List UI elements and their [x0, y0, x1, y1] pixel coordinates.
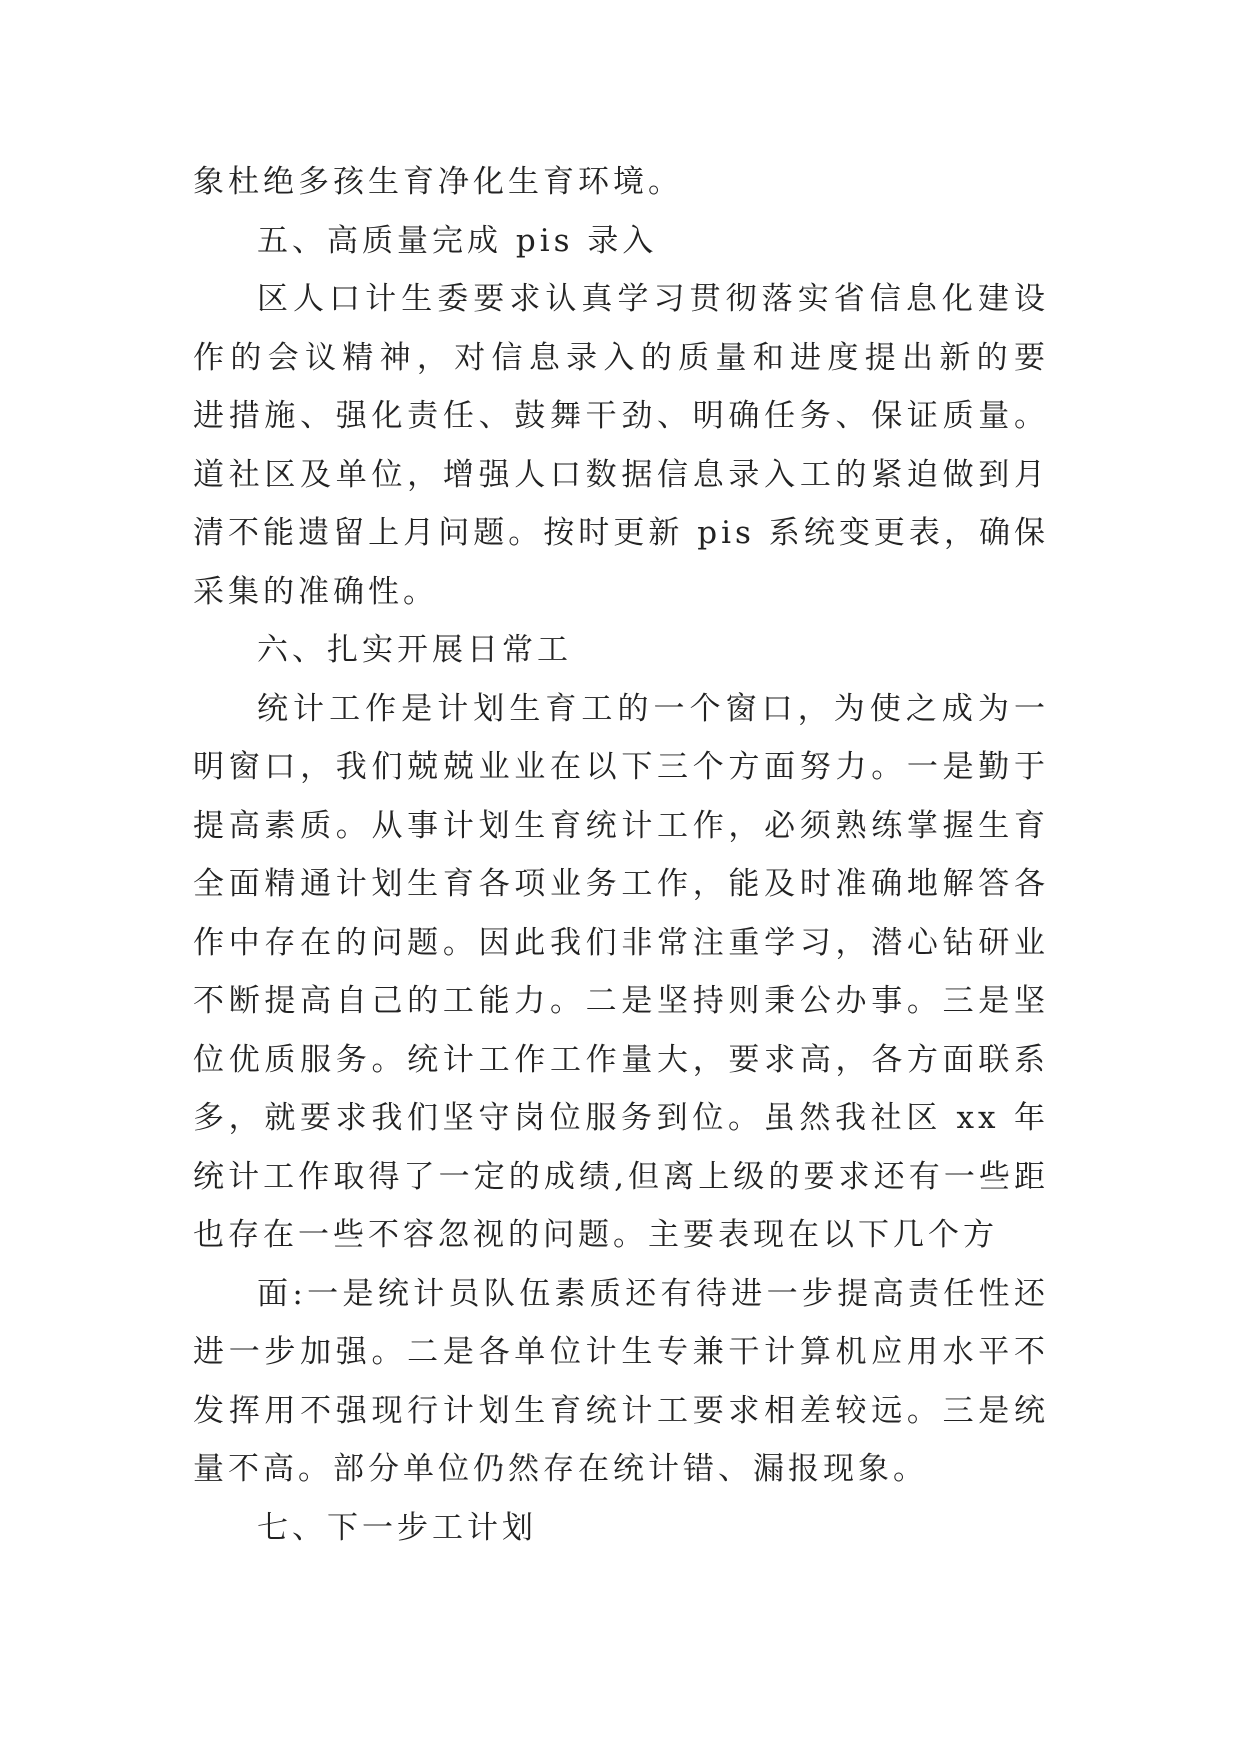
- paragraph-line: 明窗口，我们兢兢业业在以下三个方面努力。一是勤于: [193, 749, 1049, 785]
- document-body: [193, 153, 1049, 1557]
- paragraph-line: 作中存在的问题。因此我们非常注重学习，潜心钻研业: [193, 924, 1049, 961]
- paragraph-line: 进一步加强。二是各单位计生专兼干计算机应用水平不: [193, 1334, 1049, 1370]
- paragraph-line: 提高素质。从事计划生育统计工作，必须熟练掌握生育: [193, 807, 1049, 844]
- paragraph-line: 进措施、强化责任、鼓舞干劲、明确任务、保证质量。: [193, 398, 1049, 434]
- paragraph-line: 也存在一些不容忽视的问题。主要表现在以下几个方: [193, 1217, 998, 1253]
- paragraph-line: 发挥用不强现行计划生育统计工要求相差较远。三是统: [193, 1392, 1049, 1429]
- paragraph-line: 多，就要求我们坚守岗位服务到位。虽然我社区 xx 年: [193, 1100, 1049, 1136]
- paragraph-line: 面:一是统计员队伍素质还有待进一步提高责任性还: [257, 1275, 1049, 1312]
- paragraph-line: 清不能遗留上月问题。按时更新 pis 系统变更表，确保: [193, 515, 1049, 551]
- paragraph-line: 象杜绝多孩生育净化生育环境。: [193, 164, 683, 200]
- paragraph-line: 区人口计生委要求认真学习贯彻落实省信息化建设: [257, 281, 1049, 317]
- section-heading-6: 六、扎实开展日常工: [257, 632, 572, 668]
- paragraph-line: 道社区及单位，增强人口数据信息录入工的紧迫做到月: [193, 456, 1049, 493]
- paragraph-line: 统计工作是计划生育工的一个窗口，为使之成为一: [257, 690, 1049, 727]
- paragraph-line: 统计工作取得了一定的成绩,但离上级的要求还有一些距: [193, 1158, 1049, 1195]
- paragraph-line: 作的会议精神，对信息录入的质量和进度提出新的要: [193, 339, 1049, 376]
- paragraph-line: 量不高。部分单位仍然存在统计错、漏报现象。: [193, 1451, 928, 1487]
- paragraph-line: 采集的准确性。: [193, 573, 438, 610]
- section-heading-7: 七、下一步工计划: [257, 1509, 537, 1546]
- paragraph-line: 位优质服务。统计工作工作量大，要求高，各方面联系: [193, 1041, 1049, 1078]
- section-heading-5: 五、高质量完成 pis 录入: [257, 222, 658, 259]
- paragraph-line: 不断提高自己的工能力。二是坚持则秉公办事。三是坚: [193, 983, 1049, 1019]
- paragraph-line: 全面精通计划生育各项业务工作，能及时准确地解答各: [193, 866, 1049, 902]
